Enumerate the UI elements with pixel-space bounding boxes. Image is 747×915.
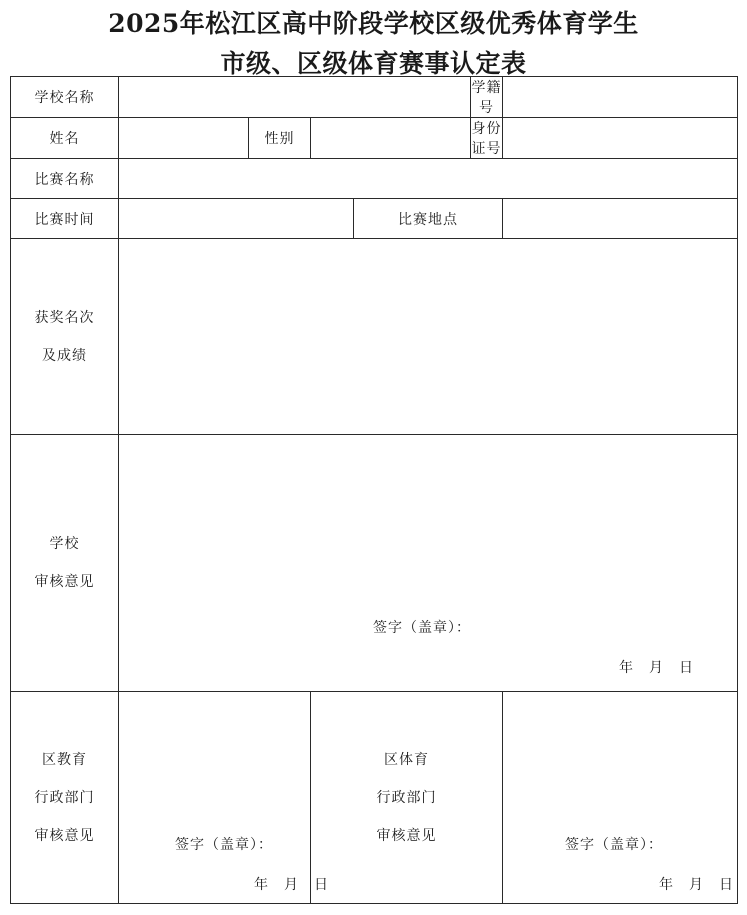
sports-dept-line2: 行政部门: [376, 789, 437, 806]
sports-dept-review-field[interactable]: [503, 692, 738, 904]
edu-dept-line1: 区教育: [42, 751, 87, 768]
award-label-line2: 及成绩: [42, 347, 87, 364]
school-sign-label: 签字（盖章）：: [373, 620, 471, 636]
competition-time-label: 比赛时间: [11, 199, 119, 239]
edu-dept-review-field[interactable]: [119, 692, 329, 904]
edu-dept-line3: 审核意见: [34, 827, 95, 844]
competition-name-label: 比赛名称: [11, 159, 119, 199]
award-label-line1: 获奖名次: [34, 309, 95, 326]
school-review-label: [11, 435, 119, 692]
competition-name-field[interactable]: [119, 159, 738, 199]
school-name-label: 学校名称: [11, 77, 119, 118]
school-review-line2: 审核意见: [34, 574, 95, 590]
award-field[interactable]: [119, 239, 738, 435]
gender-label: 性别: [249, 118, 311, 159]
sports-dept-line3: 审核意见: [376, 827, 437, 844]
edu-dept-label: [11, 692, 119, 904]
id-card-field[interactable]: [503, 118, 738, 159]
edu-date-label: 年 月 日: [254, 877, 329, 893]
id-card-label: 身份证号: [471, 118, 503, 159]
school-review-line1: 学校: [49, 536, 80, 552]
sports-dept-label: [311, 692, 503, 904]
award-label: [11, 239, 119, 435]
name-field[interactable]: [119, 118, 249, 159]
certification-form-table: [10, 76, 738, 904]
school-name-field[interactable]: [119, 77, 471, 118]
sports-date-label: 年 月 日: [659, 877, 734, 893]
student-id-label: 学籍号: [471, 77, 503, 118]
edu-sign-label: 签字（盖章）：: [175, 837, 273, 853]
school-date-label: 年 月 日: [619, 660, 694, 676]
competition-place-field[interactable]: [503, 199, 738, 239]
sports-sign-label: 签字（盖章）：: [565, 837, 663, 853]
school-review-field[interactable]: [119, 435, 738, 692]
student-id-field[interactable]: [503, 77, 738, 118]
form-title-line2: 市级、区级体育赛事认定表: [220, 49, 527, 78]
competition-time-field[interactable]: [119, 199, 354, 239]
form-title-line1: 2025年松江区高中阶段学校区级优秀体育学生: [108, 9, 639, 38]
sports-dept-line1: 区体育: [384, 751, 429, 768]
name-label: 姓名: [11, 118, 119, 159]
competition-place-label: 比赛地点: [354, 199, 503, 239]
gender-field[interactable]: [311, 118, 471, 159]
edu-dept-line2: 行政部门: [34, 789, 95, 806]
